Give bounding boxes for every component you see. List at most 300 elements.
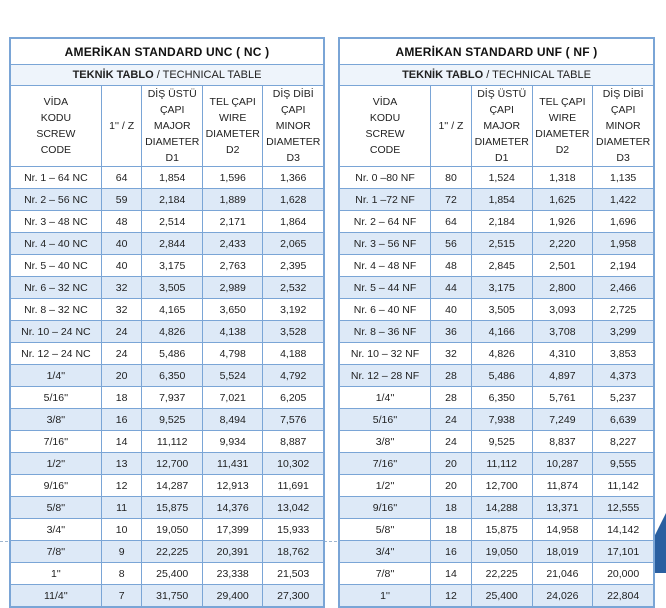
cell-wire-diameter: 4,310 (532, 343, 593, 365)
cell-wire-diameter: 2,171 (202, 211, 263, 233)
unc-table (10, 38, 324, 607)
cell-minor-diameter: 8,887 (263, 431, 324, 453)
cell-major-diameter: 31,750 (142, 585, 203, 607)
subtitle-rest: / TECHNICAL TABLE (483, 69, 591, 81)
table-row (340, 431, 654, 453)
cell-minor-diameter: 1,135 (593, 167, 654, 189)
cell-minor-diameter: 9,555 (593, 453, 654, 475)
cell-code: Nr. 10 – 24 NC (11, 321, 102, 343)
header-d2 (532, 86, 593, 167)
cell-per-inch: 64 (431, 211, 472, 233)
table-row (11, 365, 324, 387)
cell-major-diameter: 4,165 (142, 299, 203, 321)
cell-minor-diameter: 2,532 (263, 277, 324, 299)
cell-code: Nr. 1 – 64 NC (11, 167, 102, 189)
cell-wire-diameter: 2,763 (202, 255, 263, 277)
cell-per-inch: 59 (101, 189, 142, 211)
cell-code: Nr. 3 – 56 NF (340, 233, 431, 255)
column-headers (11, 86, 324, 167)
cell-wire-diameter: 1,596 (202, 167, 263, 189)
cell-minor-diameter: 1,696 (593, 211, 654, 233)
cell-major-diameter: 15,875 (142, 497, 203, 519)
cell-wire-diameter: 21,046 (532, 563, 593, 585)
cell-wire-diameter: 12,913 (202, 475, 263, 497)
table-body (11, 167, 324, 607)
cell-minor-diameter: 7,576 (263, 409, 324, 431)
cell-per-inch: 18 (431, 519, 472, 541)
table-row (11, 453, 324, 475)
cell-per-inch: 8 (101, 563, 142, 585)
cell-minor-diameter: 3,528 (263, 321, 324, 343)
cell-code: 9/16'' (11, 475, 102, 497)
table-row (11, 431, 324, 453)
cell-code: 7/8'' (340, 563, 431, 585)
cell-minor-diameter: 1,422 (593, 189, 654, 211)
cell-per-inch: 24 (101, 343, 142, 365)
table-row (340, 387, 654, 409)
header-line: D1 (495, 152, 509, 164)
cell-minor-diameter: 6,639 (593, 409, 654, 431)
cell-major-diameter: 4,826 (471, 343, 532, 365)
subtitle-bold: TEKNİK TABLO (72, 69, 154, 81)
header-line: D1 (165, 152, 179, 164)
unf-table (339, 38, 654, 607)
cell-major-diameter: 19,050 (142, 519, 203, 541)
cell-code: 7/16'' (340, 453, 431, 475)
cell-code: 1/4'' (11, 365, 102, 387)
cell-wire-diameter: 14,958 (532, 519, 593, 541)
header-d3 (593, 86, 654, 167)
cell-major-diameter: 12,700 (142, 453, 203, 475)
subtitle-rest: / TECHNICAL TABLE (153, 69, 262, 81)
table-row (340, 211, 654, 233)
cell-minor-diameter: 27,300 (263, 585, 324, 607)
cell-minor-diameter: 1,366 (263, 167, 324, 189)
cell-wire-diameter: 14,376 (202, 497, 263, 519)
cell-code: Nr. 5 – 44 NF (340, 277, 431, 299)
table-subtitle (11, 65, 324, 86)
header-line: SCREW (365, 128, 405, 140)
cell-code: Nr. 5 – 40 NC (11, 255, 102, 277)
header-line: CODE (369, 144, 401, 156)
cell-per-inch: 24 (431, 431, 472, 453)
cell-per-inch: 28 (431, 365, 472, 387)
cell-wire-diameter: 8,837 (532, 431, 593, 453)
cell-minor-diameter: 1,864 (263, 211, 324, 233)
cell-wire-diameter: 4,798 (202, 343, 263, 365)
table-row (11, 585, 324, 607)
cell-minor-diameter: 2,065 (263, 233, 324, 255)
cell-per-inch: 48 (101, 211, 142, 233)
cell-per-inch: 56 (431, 233, 472, 255)
cell-code: 11/4'' (11, 585, 102, 607)
cell-wire-diameter: 24,026 (532, 585, 593, 607)
table-row (340, 541, 654, 563)
table-row (11, 277, 324, 299)
cell-code: 3/8'' (11, 409, 102, 431)
cell-major-diameter: 2,515 (471, 233, 532, 255)
cell-major-diameter: 2,844 (142, 233, 203, 255)
cell-major-diameter: 9,525 (142, 409, 203, 431)
cell-wire-diameter: 3,708 (532, 321, 593, 343)
cell-minor-diameter: 6,205 (263, 387, 324, 409)
header-code (340, 86, 431, 167)
cell-code: 3/4'' (11, 519, 102, 541)
table-title: AMERİKAN STANDARD UNF ( NF ) (340, 39, 654, 65)
cell-code: 9/16'' (340, 497, 431, 519)
cell-major-diameter: 3,505 (142, 277, 203, 299)
header-line: MINOR (605, 120, 641, 132)
cell-minor-diameter: 2,725 (593, 299, 654, 321)
table-row (11, 387, 324, 409)
cell-code: 5/8'' (11, 497, 102, 519)
cell-minor-diameter: 11,142 (593, 475, 654, 497)
cell-per-inch: 80 (431, 167, 472, 189)
cell-wire-diameter: 1,318 (532, 167, 593, 189)
table-row (11, 189, 324, 211)
cell-code: Nr. 4 – 48 NF (340, 255, 431, 277)
cell-per-inch: 24 (431, 409, 472, 431)
cell-major-diameter: 15,875 (471, 519, 532, 541)
cell-code: Nr. 1 –72 NF (340, 189, 431, 211)
cell-wire-diameter: 1,926 (532, 211, 593, 233)
cell-per-inch: 16 (431, 541, 472, 563)
cell-code: Nr. 6 – 32 NC (11, 277, 102, 299)
cell-minor-diameter: 1,958 (593, 233, 654, 255)
table-row (340, 563, 654, 585)
header-line: VİDA (372, 96, 398, 108)
cell-code: 7/16'' (11, 431, 102, 453)
cell-per-inch: 32 (101, 299, 142, 321)
cell-minor-diameter: 3,853 (593, 343, 654, 365)
table-body (340, 167, 654, 607)
table-row (340, 299, 654, 321)
cell-per-inch: 13 (101, 453, 142, 475)
cell-wire-diameter: 9,934 (202, 431, 263, 453)
header-d1 (471, 86, 532, 167)
cell-major-diameter: 11,112 (142, 431, 203, 453)
cell-major-diameter: 22,225 (142, 541, 203, 563)
cell-code: Nr. 2 – 56 NC (11, 189, 102, 211)
header-line: WIRE (548, 112, 577, 124)
cell-minor-diameter: 15,933 (263, 519, 324, 541)
cell-wire-diameter: 8,494 (202, 409, 263, 431)
cell-major-diameter: 1,854 (142, 167, 203, 189)
cell-code: 5/16'' (11, 387, 102, 409)
cell-wire-diameter: 2,800 (532, 277, 593, 299)
cell-per-inch: 18 (431, 497, 472, 519)
cell-per-inch: 14 (431, 563, 472, 585)
cell-per-inch: 14 (101, 431, 142, 453)
cell-code: 7/8'' (11, 541, 102, 563)
cell-minor-diameter: 2,194 (593, 255, 654, 277)
cell-major-diameter: 25,400 (142, 563, 203, 585)
table-row (11, 321, 324, 343)
cell-code: 1'' (340, 585, 431, 607)
cell-major-diameter: 25,400 (471, 585, 532, 607)
cell-minor-diameter: 3,192 (263, 299, 324, 321)
table-row (340, 519, 654, 541)
header-line: DIAMETER (535, 128, 590, 140)
cell-minor-diameter: 21,503 (263, 563, 324, 585)
cell-wire-diameter: 29,400 (202, 585, 263, 607)
header-code (11, 86, 102, 167)
cell-wire-diameter: 20,391 (202, 541, 263, 563)
header-line: DİŞ DİBİ ÇAPI (272, 88, 314, 116)
table-row (340, 189, 654, 211)
cell-code: Nr. 2 – 64 NF (340, 211, 431, 233)
cell-minor-diameter: 14,142 (593, 519, 654, 541)
cell-minor-diameter: 18,762 (263, 541, 324, 563)
cell-major-diameter: 2,514 (142, 211, 203, 233)
cell-wire-diameter: 2,220 (532, 233, 593, 255)
header-line: KODU (369, 112, 401, 124)
cell-minor-diameter: 10,302 (263, 453, 324, 475)
table-row (11, 409, 324, 431)
cell-per-inch: 72 (431, 189, 472, 211)
cell-code: 1'' (11, 563, 102, 585)
unc-table-panel (9, 37, 325, 608)
cell-major-diameter: 2,184 (471, 211, 532, 233)
cell-per-inch: 40 (431, 299, 472, 321)
header-z (431, 86, 472, 167)
cell-wire-diameter: 11,431 (202, 453, 263, 475)
header-line: TEL ÇAPI (539, 96, 586, 108)
cell-wire-diameter: 2,433 (202, 233, 263, 255)
cell-major-diameter: 9,525 (471, 431, 532, 453)
header-line: MAJOR (483, 120, 521, 132)
cell-wire-diameter: 1,625 (532, 189, 593, 211)
cell-wire-diameter: 7,249 (532, 409, 593, 431)
cell-major-diameter: 14,288 (471, 497, 532, 519)
header-d3 (263, 86, 324, 167)
cell-major-diameter: 4,826 (142, 321, 203, 343)
cell-code: Nr. 12 – 28 NF (340, 365, 431, 387)
cell-wire-diameter: 5,524 (202, 365, 263, 387)
table-row (11, 299, 324, 321)
cell-per-inch: 64 (101, 167, 142, 189)
table-row (340, 453, 654, 475)
subtitle-bold: TEKNİK TABLO (402, 69, 484, 81)
cell-code: Nr. 6 – 40 NF (340, 299, 431, 321)
table-row (340, 475, 654, 497)
cell-code: 1/4'' (340, 387, 431, 409)
table-row (340, 255, 654, 277)
header-line: DİŞ ÜSTÜ ÇAPI (477, 88, 527, 116)
cell-code: 1/2'' (11, 453, 102, 475)
cell-wire-diameter: 2,501 (532, 255, 593, 277)
table-row (340, 321, 654, 343)
cell-minor-diameter: 1,628 (263, 189, 324, 211)
cell-wire-diameter: 1,889 (202, 189, 263, 211)
cell-major-diameter: 7,938 (471, 409, 532, 431)
cell-wire-diameter: 11,874 (532, 475, 593, 497)
cell-per-inch: 36 (431, 321, 472, 343)
cell-per-inch: 12 (431, 585, 472, 607)
header-line: D3 (286, 152, 300, 164)
cell-minor-diameter: 5,237 (593, 387, 654, 409)
cell-minor-diameter: 4,188 (263, 343, 324, 365)
cell-major-diameter: 3,175 (471, 277, 532, 299)
cell-minor-diameter: 17,101 (593, 541, 654, 563)
cell-code: 1/2'' (340, 475, 431, 497)
cell-per-inch: 20 (101, 365, 142, 387)
cell-minor-diameter: 2,395 (263, 255, 324, 277)
table-row (340, 497, 654, 519)
cell-code: Nr. 3 – 48 NC (11, 211, 102, 233)
cell-wire-diameter: 7,021 (202, 387, 263, 409)
header-line: KODU (40, 112, 72, 124)
header-line: DIAMETER (145, 136, 200, 148)
header-line: 1'' / Z (438, 120, 464, 132)
cell-code: 3/4'' (340, 541, 431, 563)
cell-major-diameter: 2,845 (471, 255, 532, 277)
header-line: D2 (555, 144, 570, 156)
table-row (11, 519, 324, 541)
cell-wire-diameter: 4,138 (202, 321, 263, 343)
cell-minor-diameter: 11,691 (263, 475, 324, 497)
table-row (340, 365, 654, 387)
table-row (340, 585, 654, 607)
cell-per-inch: 10 (101, 519, 142, 541)
cell-minor-diameter: 13,042 (263, 497, 324, 519)
table-row (11, 211, 324, 233)
cell-major-diameter: 3,175 (142, 255, 203, 277)
cell-minor-diameter: 2,466 (593, 277, 654, 299)
cell-code: Nr. 12 – 24 NC (11, 343, 102, 365)
cell-wire-diameter: 17,399 (202, 519, 263, 541)
header-line: DIAMETER (474, 136, 529, 148)
cell-per-inch: 12 (101, 475, 142, 497)
cell-major-diameter: 5,486 (471, 365, 532, 387)
cell-per-inch: 32 (101, 277, 142, 299)
cell-minor-diameter: 22,804 (593, 585, 654, 607)
cell-major-diameter: 7,937 (142, 387, 203, 409)
cell-code: Nr. 10 – 32 NF (340, 343, 431, 365)
header-line: WIRE (218, 112, 247, 124)
cell-per-inch: 20 (431, 475, 472, 497)
cell-major-diameter: 6,350 (471, 387, 532, 409)
table-row (340, 409, 654, 431)
cell-major-diameter: 3,505 (471, 299, 532, 321)
cell-major-diameter: 2,184 (142, 189, 203, 211)
table-row (11, 563, 324, 585)
header-line: DİŞ ÜSTÜ ÇAPI (147, 88, 197, 116)
header-line: DIAMETER (595, 136, 651, 148)
header-d1 (142, 86, 203, 167)
cell-major-diameter: 4,166 (471, 321, 532, 343)
header-line: DİŞ DİBİ ÇAPI (602, 88, 644, 116)
header-line: TEL ÇAPI (209, 96, 256, 108)
cell-wire-diameter: 3,093 (532, 299, 593, 321)
table-row (340, 277, 654, 299)
cell-minor-diameter: 3,299 (593, 321, 654, 343)
header-line: 1'' / Z (109, 120, 135, 132)
table-row (11, 233, 324, 255)
cell-wire-diameter: 5,761 (532, 387, 593, 409)
cell-code: Nr. 0 –80 NF (340, 167, 431, 189)
header-line: CODE (40, 144, 72, 156)
cell-major-diameter: 12,700 (471, 475, 532, 497)
header-z (101, 86, 142, 167)
table-subtitle (340, 65, 654, 86)
table-row (11, 343, 324, 365)
header-line: MAJOR (153, 120, 191, 132)
cell-minor-diameter: 8,227 (593, 431, 654, 453)
cell-code: Nr. 8 – 32 NC (11, 299, 102, 321)
cell-per-inch: 44 (431, 277, 472, 299)
table-row (11, 497, 324, 519)
cell-wire-diameter: 18,019 (532, 541, 593, 563)
cell-per-inch: 7 (101, 585, 142, 607)
cell-wire-diameter: 23,338 (202, 563, 263, 585)
cell-major-diameter: 6,350 (142, 365, 203, 387)
header-line: D3 (616, 152, 630, 164)
table-row (340, 233, 654, 255)
cell-code: Nr. 4 – 40 NC (11, 233, 102, 255)
cell-major-diameter: 11,112 (471, 453, 532, 475)
cell-minor-diameter: 20,000 (593, 563, 654, 585)
cell-wire-diameter: 2,989 (202, 277, 263, 299)
cell-minor-diameter: 12,555 (593, 497, 654, 519)
cell-wire-diameter: 10,287 (532, 453, 593, 475)
header-line: SCREW (36, 128, 76, 140)
cell-per-inch: 28 (431, 387, 472, 409)
table-row (11, 475, 324, 497)
cell-wire-diameter: 13,371 (532, 497, 593, 519)
table-row (340, 343, 654, 365)
table-row (11, 255, 324, 277)
cell-code: 5/16'' (340, 409, 431, 431)
cell-code: 5/8'' (340, 519, 431, 541)
cell-major-diameter: 1,854 (471, 189, 532, 211)
cell-per-inch: 48 (431, 255, 472, 277)
cell-per-inch: 9 (101, 541, 142, 563)
table-row (340, 167, 654, 189)
header-d2 (202, 86, 263, 167)
cell-wire-diameter: 3,650 (202, 299, 263, 321)
cell-per-inch: 18 (101, 387, 142, 409)
table-row (11, 167, 324, 189)
cell-per-inch: 40 (101, 255, 142, 277)
cell-per-inch: 32 (431, 343, 472, 365)
header-line: DIAMETER (205, 128, 260, 140)
cell-per-inch: 16 (101, 409, 142, 431)
cell-major-diameter: 1,524 (471, 167, 532, 189)
column-headers (340, 86, 654, 167)
cell-per-inch: 11 (101, 497, 142, 519)
unf-table-panel (338, 37, 655, 608)
table-row (11, 541, 324, 563)
cell-major-diameter: 14,287 (142, 475, 203, 497)
cell-per-inch: 40 (101, 233, 142, 255)
cell-wire-diameter: 4,897 (532, 365, 593, 387)
cell-code: Nr. 8 – 36 NF (340, 321, 431, 343)
cell-major-diameter: 22,225 (471, 563, 532, 585)
header-line: VİDA (43, 96, 69, 108)
cell-major-diameter: 19,050 (471, 541, 532, 563)
cell-minor-diameter: 4,373 (593, 365, 654, 387)
cell-major-diameter: 5,486 (142, 343, 203, 365)
cell-per-inch: 20 (431, 453, 472, 475)
header-line: DIAMETER (266, 136, 321, 148)
header-line: D2 (225, 144, 240, 156)
header-line: MINOR (275, 120, 311, 132)
table-title: AMERİKAN STANDARD UNC ( NC ) (11, 39, 324, 65)
cell-code: 3/8'' (340, 431, 431, 453)
cell-per-inch: 24 (101, 321, 142, 343)
cell-minor-diameter: 4,792 (263, 365, 324, 387)
